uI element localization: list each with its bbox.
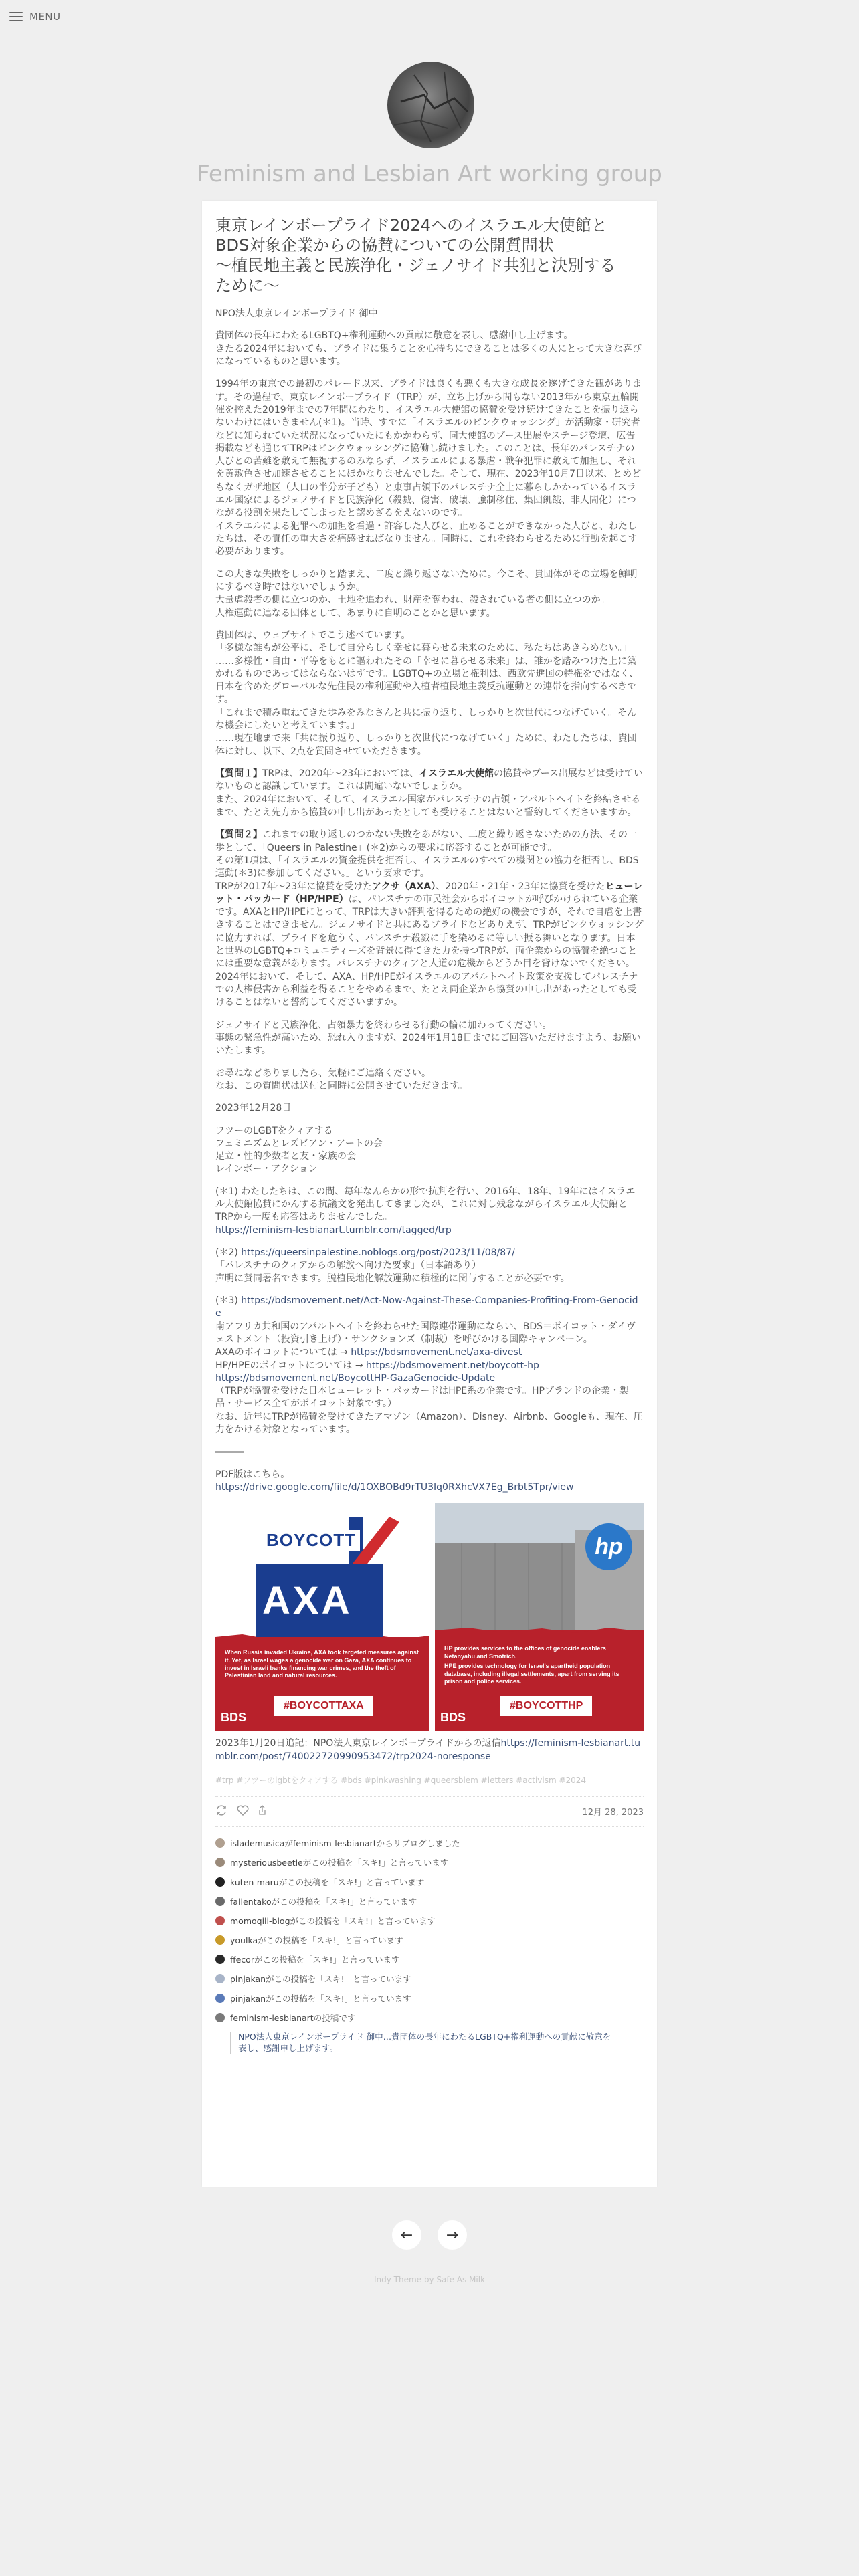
arrow-right-icon: → <box>446 2226 459 2244</box>
paragraph: 貴団体の長年にわたるLGBTQ+権利運動への貢献に敬意を表し、感謝申し上げます。 きたる2024年においても、プライドに集うことを心待ちにできることは多くの人にとって大きな喜びになっているものと思います。 <box>215 330 642 367</box>
note-avatar[interactable] <box>215 1935 225 1945</box>
arrow-left-icon: ← <box>400 2226 413 2244</box>
note-item: ffecorがこの投稿を「スキ!」と言っています <box>215 1950 644 1969</box>
note-item: fallentakoがこの投稿を「スキ!」と言っています <box>215 1892 644 1911</box>
note-avatar[interactable] <box>215 1916 225 1925</box>
note-avatar[interactable] <box>215 1974 225 1983</box>
avatar[interactable] <box>387 62 474 148</box>
note-avatar[interactable] <box>215 1897 225 1906</box>
hp-logo: hp <box>585 1523 632 1570</box>
divider-dashes: ――― <box>215 1446 244 1458</box>
note-user[interactable]: islademusica <box>230 1838 285 1849</box>
boycott-hp-image[interactable] <box>435 1503 644 1731</box>
site-title[interactable]: Feminism and Lesbian Art working group <box>197 160 662 187</box>
note-user[interactable]: kuten-maru <box>230 1877 279 1888</box>
note-source-user[interactable]: feminism-lesbianart <box>292 1838 377 1849</box>
addendum-link[interactable]: https://feminism-lesbianart.tumblr.com/post/740022720990953472/trp2024-noresponse <box>215 1738 641 1762</box>
note-item: feminism-lesbianartの投稿です <box>215 2008 644 2028</box>
paragraph: 1994年の東京での最初のパレード以来、プライドは良くも悪くも大きな成長を遂げてきた観があります。その過程で、東京レインボープライド（TRP）が、立ち上げから間もない2013年から東京五輪開催を控えた2019年までの7年間にわたり、イスラエル大使館の協賛を受け続けてきたことを振り返らないわけにはいきません(＊1)。当時、すでに「イスラエルのピンクウォッシング」が活動家・研究者などに知られていた状況になっていたにもかかわらず、同大使館のブース出展やステージ登壇、広告掲載なども通じてTRPはピンクウォッシングに協働し続けました。このことは、長年のパレスチナの人びとの苦難を敷えて無視するのみならず、イスラエルによる暴虐・戦争犯罪に敷えて加担し、それを黄敷色させ加速させることにほかなりませんでした。そして、現在、2023年10月7日以来、とめどもなくガザ地区（人口の半分が子ども）と東事占領下のパレスチナ全土に暮らしかかっているイスラエル国家によるジェノサイドと民族浄化（殺戮、傷害、破壊、強制移住、集団飢餓、非人間化）につながる役割を果たしてしまったと認めざるをえないのです。 イスラエルによる犯罪への加担を看過・許容した人びと、止めることができなかった人びと、わたしたちは、その責任の重大さを痛感せねばなりません。同時に、これを終わらせるために行動を起こす必要があります。 <box>215 379 642 558</box>
axa-image-text: When Russia invaded Ukraine, AXA took targeted measures against it. Yet, as Israel wages a genocide war on Gaza, AXA continues to invest in Israeli banks financing war crimes, and the theft of Palestinian land and natural resources. <box>225 1649 419 1679</box>
post-body <box>215 308 644 1494</box>
note-avatar[interactable] <box>215 2013 225 2022</box>
pdf-section: PDF版はこちら。 https://drive.google.com/file/d/1OXBOBd9rTU3Iq0RXhcVX7Eg_Brbt5Tpr/view <box>215 1469 574 1493</box>
next-page-button[interactable] <box>438 2220 467 2250</box>
hamburger-icon <box>9 12 23 21</box>
pagination <box>0 2220 859 2250</box>
boycott-images <box>215 1503 644 1731</box>
note-user[interactable]: mysteriousbeetle <box>230 1858 303 1868</box>
footnote-2: (＊2) https://queersinpalestine.noblogs.org/post/2023/11/08/87/ 「パレスチナのクィアからの解放へ向けた要求」（日本語あり） 声明に賛同署名できます。脱植民地化解放運動に積極的に関与することが必要です。 <box>215 1247 570 1284</box>
bds-logo: BDS <box>440 1711 466 1725</box>
date-line: 2023年12月28日 <box>215 1103 292 1114</box>
signatories: フツーのLGBTをクィアする フェミニズムとレズビアン・アートの会 足立・性的少数者と友・家族の会 レインボー・アクション <box>215 1125 383 1175</box>
note-user[interactable]: ffecor <box>230 1955 254 1965</box>
pdf-link[interactable]: https://drive.google.com/file/d/1OXBOBd9rTU3Iq0RXhcVX7Eg_Brbt5Tpr/view <box>215 1482 574 1493</box>
bds-logo: BDS <box>221 1711 247 1725</box>
hp-image-text-1: HP provides services to the offices of genocide enablers Netanyahu and Smotrich. <box>444 1645 606 1660</box>
note-item: pinjakanがこの投稿を「スキ!」と言っています <box>215 1989 644 2008</box>
footnote-2-link[interactable]: https://queersinpalestine.noblogs.org/post/2023/11/08/87/ <box>241 1247 515 1258</box>
note-user[interactable]: feminism-lesbianart <box>230 2013 314 2024</box>
note-item: youlkaがこの投稿を「スキ!」と言っています <box>215 1931 644 1950</box>
note-avatar[interactable] <box>215 1877 225 1887</box>
note-user[interactable]: fallentako <box>230 1897 272 1907</box>
paragraph: 貴団体は、ウェブサイトでこう述べています。 「多様な誰もが公平に、そして自分らしく幸せに暮らせる未来のために、私たちはあきらめない。」 ……多様性・自由・平等をもとに謳われたその「幸せに暮らせる未来」は、誰かを踏みつけた上に築かれるものであってはならないはずです。LGBTQ+の立場と権利は、西欧先進国の特権をではなく、日本を含めたグローバルな先住民の権利運動や入植者植民地主義反抗運動との連帯を指向するべきです。 「これまで積み重ねてきた歩みをみなさんと共に振り返り、しっかりと次世代につなげていく。そんな機会にしたいと考えています。」 ……現在地まで来「共に振り返り、しっかりと次世代につなげていく」ために、わたしたちは、貴団体に対し、以下、2点を質問させていただきます。 <box>215 629 639 757</box>
boycott-axa-hashtag: #BOYCOTTAXA <box>273 1695 375 1717</box>
menu-button[interactable] <box>9 11 61 23</box>
boycott-axa-image[interactable] <box>215 1503 430 1731</box>
note-item: islademusicaがfeminism-lesbianartからリブログしました <box>215 1834 644 1853</box>
note-user[interactable]: pinjakan <box>230 1974 266 1985</box>
post-title: 東京レインボープライド2024へのイスラエル大使館と BDS対象企業からの協賛についての公開質問状 〜植民地主義と民族浄化・ジェノサイド共犯と決別する ために〜 <box>215 216 616 295</box>
boycott-hp-update-link[interactable]: https://bdsmovement.net/BoycottHP-GazaGenocide-Update <box>215 1372 496 1384</box>
post-tags[interactable]: #trp #フツーのlgbtをクィアする #bds #pinkwashing #queersblem #letters #activism #2024 <box>215 1775 587 1785</box>
boycott-hp-hashtag: #BOYCOTTHP <box>499 1695 593 1717</box>
share-icon[interactable] <box>258 1805 266 1818</box>
note-item: kuten-maruがこの投稿を「スキ!」と言っています <box>215 1872 644 1892</box>
post-date[interactable]: 12月 28, 2023 <box>582 1808 644 1818</box>
paragraph: お尋ねなどありましたら、気軽にご連絡ください。 なお、この質問状は送付と同時に公開させていただきます。 <box>215 1067 468 1091</box>
note-avatar[interactable] <box>215 1858 225 1867</box>
reblog-icon[interactable] <box>215 1805 227 1818</box>
note-item: momoqili-blogがこの投稿を「スキ!」と言っています <box>215 1911 644 1931</box>
note-avatar[interactable] <box>215 1955 225 1964</box>
paragraph: この大きな失敗をしっかりと踏まえ、二度と繰り返さないために。今こそ、貴団体がその立場を鮮明にするべき時ではないでしょうか。 大量虐殺者の側に立つのか、土地を追われ、財産を奪われ、殺されている者の側に立つのか。 人権運動に連なる団体として、あまりに自明のことかと思います。 <box>215 568 638 619</box>
boycott-hp-link[interactable]: https://bdsmovement.net/boycott-hp <box>366 1360 539 1371</box>
footnote-3: (＊3) https://bdsmovement.net/Act-Now-Against-These-Companies-Profiting-From-Genocide 南アフリカ共和国のアパルトヘイトを終わらせた国際連帯運動にならい、BDS＝ボイコット・ダイヴェストメント（投資引き上げ）・サンクションズ（制裁）を呼びかける国際キャンペーン。 AXAのボイコットについては → https://bdsmovement.net/axa-divest HP/HPEのボイコットについては → https://bdsmovement.net/boycott-hp https://bdsmovement.net/BoycottHP-GazaGenocide-Update （TRPが協賛を受けた日本ヒューレット・パッカードはHPE系の企業です。HPブランドの企業・製品・サービス全てがボイコット対象です。） なお、近年にTRPが協賛を受けてきたアマゾン（Amazon）、Disney、Airbnb、Googleも、現在、圧力をかける対象となっています。 <box>215 1295 643 1436</box>
footnote-3-link[interactable]: https://bdsmovement.net/Act-Now-Against-These-Companies-Profiting-From-Genocide <box>215 1295 638 1319</box>
divider <box>215 1826 644 1827</box>
question-1: 【質問１】TRPは、2020年〜23年においては、イスラエル大使館の協賛やブース出展などは受けていないものと認識しています。これは間違いないでしょうか。 また、2024年において、そして、イスラエル国家がパレスチナの占領・アパルトヘイトを終結させるまで、たとえ先方から協賛の申し出があったとしても受けることはないと誓約してくださいますか。 <box>215 768 643 818</box>
note-user[interactable]: momoqili-blog <box>230 1916 290 1927</box>
note-avatar[interactable] <box>215 1838 225 1848</box>
hp-image-text-2: HPE provides technology for Israel's apartheid population database, including illegal settlements, apart from serving its prison and police services. <box>444 1662 619 1685</box>
note-item: pinjakanがこの投稿を「スキ!」と言っています <box>215 1969 644 1989</box>
axa-divest-link[interactable]: https://bdsmovement.net/axa-divest <box>351 1347 522 1358</box>
menu-label: MENU <box>29 11 61 23</box>
note-avatar[interactable] <box>215 1994 225 2003</box>
post-actions <box>215 1805 266 1818</box>
note-item: mysteriousbeetleがこの投稿を「スキ!」と言っています <box>215 1853 644 1872</box>
heart-icon[interactable] <box>237 1805 249 1818</box>
boycott-label: BOYCOTT <box>262 1530 360 1551</box>
footnote-1: (＊1) わたしたちは、この間、毎年なんらかの形で抗判を行い、2016年、18年、19年にはイスラエル大使館協賛にかんする抗議文を発出してきましたが、これに対し残念ながらイスラエル大使館とTRPから一度も応答はありませんでした。 https://feminism-lesbianart.tumblr.com/tagged/trp <box>215 1186 636 1236</box>
note-user[interactable]: pinjakan <box>230 1994 266 2004</box>
note-user[interactable]: youlka <box>230 1935 258 1946</box>
footer-credit[interactable]: Indy Theme by Safe As Milk <box>373 2275 486 2284</box>
addendum: 2023年1月20日追記：NPO法人東京レインボープライドからの返信https://feminism-lesbianart.tumblr.com/post/740022720990953472/trp2024-noresponse <box>215 1738 641 1762</box>
question-2: 【質問２】これまでの取り返しのつかない失敗をあがない、二度と繰り返さないための方法、その一歩として、「Queers in Palestine」(＊2)からの要求に応答することが可能です。 その第1項は、「イスラエルの資金提供を拒否し、イスラエルのすべての機関との協力を拒否し、BDS運動(＊3)に参加してください。」という要求です。 TRPが2017年〜23年に協賛を受けたアクサ（AXA）、2020年・21年・23年に協賛を受けたヒューレット・パッカード（HP/HPE）は、パレスチナの市民社会からボイコットが呼びかけられている企業です。AXAとHP/HPEにとって、TRPは大きい評判を得るための絶好の機会ですが、それで自虐を上書きすることはできません。ジェノサイドと共にあるプライドなどありえず、TRPがピンクウォッシングに協力すれば、プライドを危うく、パレスチナ殺戮に手を染めるに等しい振る舞いとなります。日本と世界のLGBTQ+コミュニティーズを背景に得てきた力を持つTRPが、両企業からの協賛を絶つことには重要な意義があります。パレスチナのクィアと人道の危機からどうか目を背けないでください。 2024年において、そして、AXA、HP/HPEがイスラエルのアパルトヘイト政策を支援してパレスチナでの人権侵害から利益を得ることをやめるまで、たとえ両企業から協賛の申し出があったとしても受けることはないと誓約してくださいますか。 <box>215 829 644 1008</box>
axa-logo-text: AXA <box>262 1579 353 1623</box>
post <box>202 201 657 2187</box>
reblog-quote: NPO法人東京レインボープライド 御中…貴団体の長年にわたるLGBTQ+権利運動への貢献に敬意を表し、感謝申し上げます。 <box>230 2032 613 2054</box>
addressee: NPO法人東京レインボープライド 御中 <box>215 308 378 319</box>
prev-page-button[interactable] <box>392 2220 421 2250</box>
notes-list <box>215 1834 644 2028</box>
paragraph: ジェノサイドと民族浄化、占領暴力を終わらせる行動の輪に加わってください。 事態の緊急性が高いため、恐れ入りますが、2024年1月18日までにご回答いただけますよう、お願いいたします。 <box>215 1019 641 1057</box>
footnote-1-link[interactable]: https://feminism-lesbianart.tumblr.com/tagged/trp <box>215 1224 452 1236</box>
post-meta <box>215 1797 644 1826</box>
